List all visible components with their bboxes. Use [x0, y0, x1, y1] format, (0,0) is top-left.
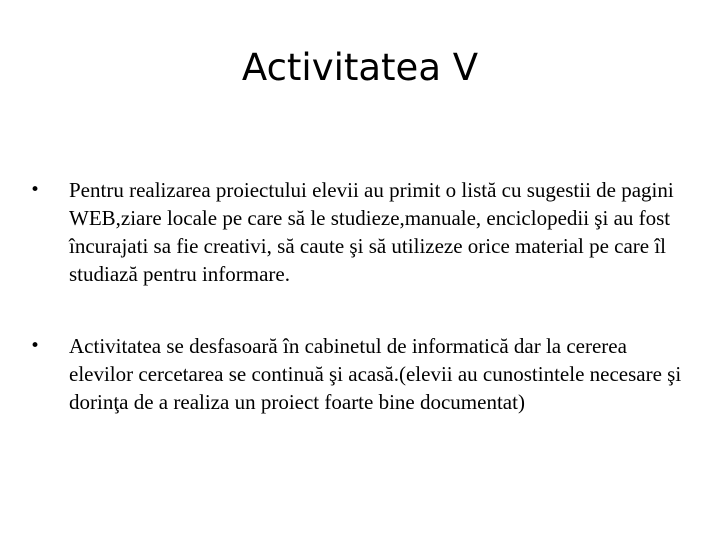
bullet-list: [30, 176, 690, 416]
bullet-marker: •: [30, 336, 41, 356]
bullet-item-1: [30, 176, 690, 288]
bullet-item-2: [30, 332, 690, 416]
bullet-text: Activitatea se desfasoară în cabinetul de informatică dar la cererea elevilor cercetarea se continuă şi acasă.(elevii au cunostintele necesare şi dorinţa de a realiza un proiect foarte bine documentat): [69, 334, 682, 414]
bullet-text: Pentru realizarea proiectului elevii au primit o listă cu sugestii de pagini WEB,ziare locale pe care să le studieze,manuale, enciclopedii şi au fost încurajati sa fie creativi, să caute şi să utilizeze orice material pe care îl studiază pentru informare.: [69, 178, 674, 286]
bullet-marker: •: [30, 180, 41, 200]
slide-title: Activitatea V: [241, 46, 479, 89]
